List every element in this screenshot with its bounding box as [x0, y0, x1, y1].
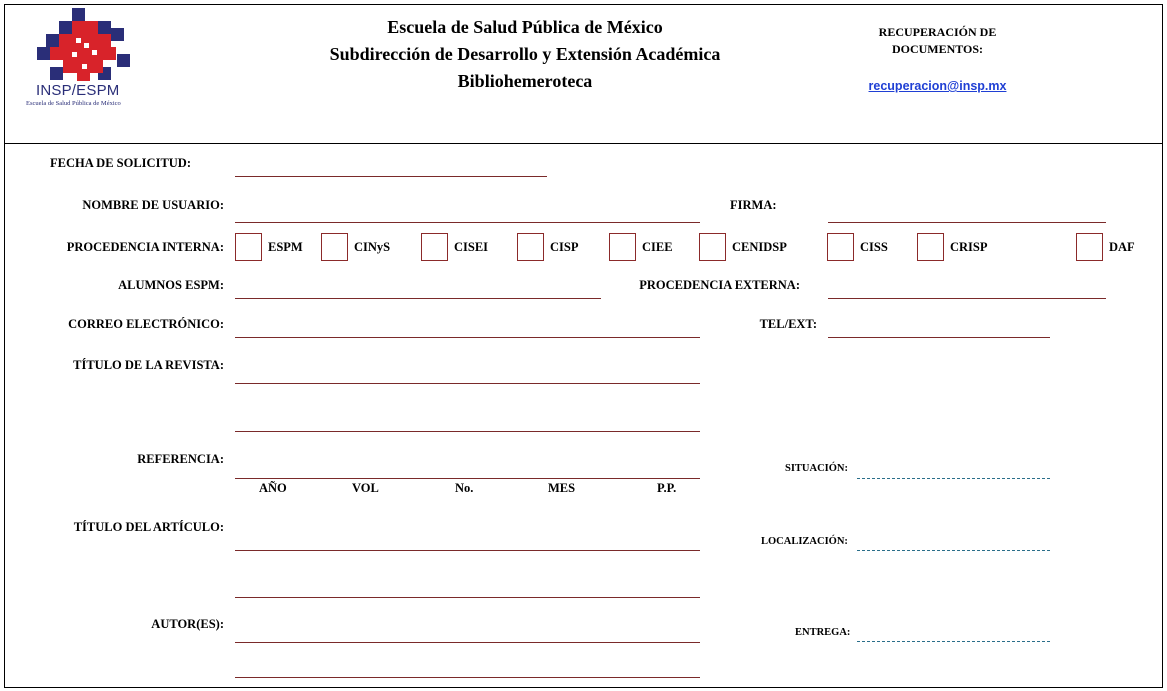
titulo-articulo-field-1[interactable] [235, 550, 700, 551]
checkbox-cinys[interactable] [321, 233, 348, 261]
alumnos-espm-field[interactable] [235, 298, 601, 299]
option-cisei-label: CISEI [454, 240, 489, 254]
header-title-3: Bibliohemeroteca [457, 71, 593, 91]
alumnos-espm-label: ALUMNOS ESPM: [118, 278, 224, 292]
tel-ext-label: TEL/EXT: [759, 317, 817, 331]
logo-name: INSP/ESPM [36, 82, 120, 99]
option-espm-label: ESPM [268, 240, 303, 254]
ref-no-label: No. [455, 481, 474, 495]
fecha-solicitud-field[interactable] [235, 176, 547, 177]
correo-field[interactable] [235, 337, 700, 338]
firma-field[interactable] [828, 222, 1106, 223]
nombre-usuario-field[interactable] [235, 222, 700, 223]
form-frame [4, 4, 1163, 688]
titulo-revista-label: TÍTULO DE LA REVISTA: [73, 358, 224, 372]
tel-ext-field[interactable] [828, 337, 1050, 338]
ref-pp-label: P.P. [657, 481, 677, 495]
checkbox-ciee[interactable] [609, 233, 636, 261]
option-cenidsp-label: CENIDSP [732, 240, 787, 254]
procedencia-interna-label: PROCEDENCIA INTERNA: [66, 240, 224, 254]
referencia-field[interactable] [235, 478, 700, 479]
entrega-label: ENTREGA: [795, 627, 851, 638]
option-ciss-label: CISS [860, 240, 888, 254]
procedencia-externa-label: PROCEDENCIA EXTERNA: [639, 278, 800, 292]
titulo-revista-field-2[interactable] [235, 431, 700, 432]
autores-label: AUTOR(ES): [151, 617, 224, 631]
checkbox-daf[interactable] [1076, 233, 1103, 261]
titulo-revista-field-1[interactable] [235, 383, 700, 384]
localizacion-field[interactable] [857, 550, 1050, 551]
checkbox-cenidsp[interactable] [699, 233, 726, 261]
option-daf-label: DAF [1109, 240, 1135, 254]
checkbox-ciss[interactable] [827, 233, 854, 261]
option-cisp-label: CISP [550, 240, 579, 254]
ref-vol-label: VOL [352, 481, 379, 495]
checkbox-cisp[interactable] [517, 233, 544, 261]
recuperacion-line-2: DOCUMENTOS: [891, 42, 984, 56]
autores-field-1[interactable] [235, 642, 700, 643]
titulo-articulo-label: TÍTULO DEL ARTÍCULO: [73, 520, 224, 534]
option-cinys-label: CINyS [354, 240, 391, 254]
recuperacion-line-1: RECUPERACIÓN DE [878, 25, 997, 39]
ref-mes-label: MES [548, 481, 576, 495]
firma-label: FIRMA: [730, 198, 777, 212]
autores-field-2[interactable] [235, 677, 700, 678]
checkbox-crisp[interactable] [917, 233, 944, 261]
email-link[interactable]: recuperacion@insp.mx [868, 79, 1007, 93]
fecha-solicitud-label: FECHA DE SOLICITUD: [50, 156, 191, 170]
entrega-field[interactable] [857, 641, 1050, 642]
ref-anio-label: AÑO [259, 481, 287, 495]
header-title-2: Subdirección de Desarrollo y Extensión Académica [329, 44, 721, 64]
titulo-articulo-field-2[interactable] [235, 597, 700, 598]
referencia-label: REFERENCIA: [137, 452, 224, 466]
checkbox-cisei[interactable] [421, 233, 448, 261]
procedencia-externa-field[interactable] [828, 298, 1106, 299]
localizacion-label: LOCALIZACIÓN: [761, 536, 848, 547]
checkbox-espm[interactable] [235, 233, 262, 261]
situacion-label: SITUACIÓN: [785, 463, 849, 474]
header-title-1: Escuela de Salud Pública de México [387, 17, 663, 37]
logo-subtitle: Escuela de Salud Pública de México [26, 100, 121, 107]
header-separator [4, 143, 1163, 144]
correo-label: CORREO ELECTRÓNICO: [68, 317, 224, 331]
option-crisp-label: CRISP [950, 240, 988, 254]
option-ciee-label: CIEE [642, 240, 673, 254]
nombre-usuario-label: NOMBRE DE USUARIO: [82, 198, 224, 212]
situacion-field[interactable] [857, 478, 1050, 479]
